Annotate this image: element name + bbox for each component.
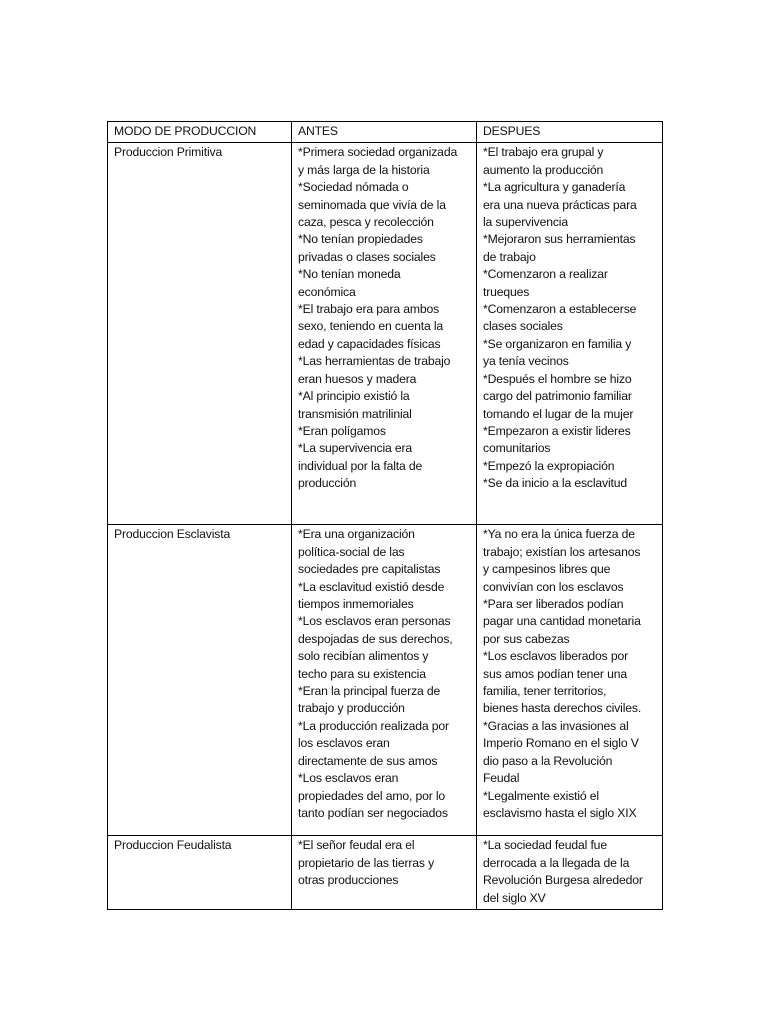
- despues-cell: [477, 836, 663, 910]
- cell-text-line: *El trabajo era grupal y: [483, 145, 604, 160]
- cell-text-line: *Empezó la expropiación: [483, 458, 615, 473]
- cell-text-line: y más larga de la historia: [298, 162, 430, 177]
- cell-text-line: *Ya no era la única fuerza de: [483, 527, 635, 542]
- cell-text-line: *Después el hombre se hizo: [483, 371, 632, 386]
- cell-text-line: la supervivencia: [483, 215, 568, 230]
- cell-text-line: era una nueva prácticas para: [483, 197, 637, 212]
- cell-text-line: *La agricultura y ganadería: [483, 180, 626, 195]
- cell-text-line: eran huesos y madera: [298, 371, 417, 386]
- cell-text-line: *La supervivencia era: [298, 441, 413, 456]
- cell-text-line: Imperio Romano en el siglo V: [483, 736, 639, 751]
- cell-text-line: despojadas de sus derechos,: [298, 631, 453, 646]
- cell-text-line: Revolución Burgesa alrededor: [483, 873, 643, 888]
- cell-text-line: *Gracias a las invasiones al: [483, 718, 629, 733]
- cell-text-line: económica: [298, 284, 356, 299]
- cell-text-line: *No tenían propiedades: [298, 232, 423, 247]
- cell-text-line: *Mejoraron sus herramientas: [483, 232, 636, 247]
- cell-text-line: cargo del patrimonio familiar: [483, 389, 632, 404]
- cell-text-line: transmisión matrilinial: [298, 406, 412, 421]
- cell-text-line: tanto podían ser negociados: [298, 805, 448, 820]
- cell-text-line: privadas o clases sociales: [298, 249, 436, 264]
- cell-text-line: tiempos inmemoriales: [298, 597, 414, 612]
- cell-text-line: sexo, teniendo en cuenta la: [298, 319, 444, 334]
- cell-text-line: por sus cabezas: [483, 631, 570, 646]
- cell-text-line: seminomada que vivía de la: [298, 197, 446, 212]
- header-modo: MODO DE PRODUCCION: [108, 122, 292, 143]
- cell-text-line: *Se da inicio a la esclavitud: [483, 476, 628, 491]
- cell-text-line: clases sociales: [483, 319, 563, 334]
- cell-text-line: pagar una cantidad monetaria: [483, 614, 641, 629]
- cell-text-line: y campesinos libres que: [483, 562, 611, 577]
- antes-cell: [292, 143, 477, 525]
- cell-text-line: *Sociedad nómada o: [298, 180, 409, 195]
- cell-text-line: producción: [298, 476, 357, 491]
- cell-text-line: caza, pesca y recolección: [298, 215, 434, 230]
- cell-text-line: trabajo y producción: [298, 701, 405, 716]
- cell-text-line: *Al principio existió la: [298, 389, 410, 404]
- cell-text-line: *Los esclavos liberados por: [483, 649, 628, 664]
- cell-text-line: familia, tener territorios,: [483, 684, 607, 699]
- cell-text-line: *Comenzaron a establecerse: [483, 302, 637, 317]
- header-antes: ANTES: [292, 122, 477, 143]
- cell-text-line: del siglo XV: [483, 890, 546, 905]
- cell-text-line: otras producciones: [298, 873, 399, 888]
- cell-text-line: trabajo; existían los artesanos: [483, 544, 641, 559]
- antes-cell: [292, 525, 477, 836]
- cell-text-line: *La esclavitud existió desde: [298, 579, 445, 594]
- cell-text-line: *La sociedad feudal fue: [483, 838, 607, 853]
- cell-text-line: derrocada a la llegada de la: [483, 855, 630, 870]
- cell-text-line: *Era una organización: [298, 527, 415, 542]
- cell-text-line: *Eran polígamos: [298, 423, 386, 438]
- cell-text-line: *Empezaron a existir lideres: [483, 423, 631, 438]
- table-row: [108, 143, 663, 525]
- cell-text-line: *Primera sociedad organizada: [298, 145, 458, 160]
- cell-text-line: propietario de las tierras y: [298, 855, 435, 870]
- cell-text-line: *El trabajo era para ambos: [298, 302, 440, 317]
- cell-text-line: techo para su existencia: [298, 666, 426, 681]
- cell-text-line: *No tenían moneda: [298, 267, 401, 282]
- cell-text-line: política-social de las: [298, 544, 405, 559]
- production-modes-table: [107, 121, 663, 910]
- mode-cell: Produccion Feudalista: [108, 836, 292, 910]
- cell-text-line: trueques: [483, 284, 530, 299]
- despues-cell: [477, 525, 663, 836]
- cell-text-line: solo recibían alimentos y: [298, 649, 429, 664]
- cell-text-line: propiedades del amo, por lo: [298, 788, 446, 803]
- cell-text-line: *Los esclavos eran: [298, 771, 399, 786]
- despues-cell: [477, 143, 663, 525]
- cell-text-line: bienes hasta derechos civiles.: [483, 701, 642, 716]
- cell-text-line: *Los esclavos eran personas: [298, 614, 451, 629]
- mode-cell: Produccion Primitiva: [108, 143, 292, 525]
- cell-text-line: directamente de sus amos: [298, 753, 438, 768]
- cell-text-line: comunitarios: [483, 441, 551, 456]
- cell-text-line: individual por la falta de: [298, 458, 423, 473]
- header-despues: DESPUES: [477, 122, 663, 143]
- cell-text-line: *Eran la principal fuerza de: [298, 684, 441, 699]
- cell-text-line: dio paso a la Revolución: [483, 753, 613, 768]
- cell-text-line: esclavismo hasta el siglo XIX: [483, 805, 637, 820]
- table-row: [108, 836, 663, 910]
- cell-text-line: ya tenía vecinos: [483, 354, 569, 369]
- cell-text-line: *Comenzaron a realizar: [483, 267, 608, 282]
- cell-text-line: *El señor feudal era el: [298, 838, 415, 853]
- table-row: [108, 525, 663, 836]
- cell-text-line: *Las herramientas de trabajo: [298, 354, 451, 369]
- cell-text-line: los esclavos eran: [298, 736, 390, 751]
- cell-text-line: sociedades pre capitalistas: [298, 562, 441, 577]
- cell-text-line: *La producción realizada por: [298, 718, 449, 733]
- cell-text-line: tomando el lugar de la mujer: [483, 406, 634, 421]
- cell-text-line: *Para ser liberados podían: [483, 597, 624, 612]
- mode-cell: Produccion Esclavista: [108, 525, 292, 836]
- cell-text-line: *Legalmente existió el: [483, 788, 599, 803]
- cell-text-line: edad y capacidades físicas: [298, 336, 441, 351]
- antes-cell: [292, 836, 477, 910]
- cell-text-line: *Se organizaron en familia y: [483, 336, 632, 351]
- cell-text-line: aumento la producción: [483, 162, 604, 177]
- table-header-row: [108, 122, 663, 143]
- cell-text-line: Feudal: [483, 771, 520, 786]
- cell-text-line: convivían con los esclavos: [483, 579, 624, 594]
- cell-text-line: de trabajo: [483, 249, 536, 264]
- cell-text-line: sus amos podían tener una: [483, 666, 627, 681]
